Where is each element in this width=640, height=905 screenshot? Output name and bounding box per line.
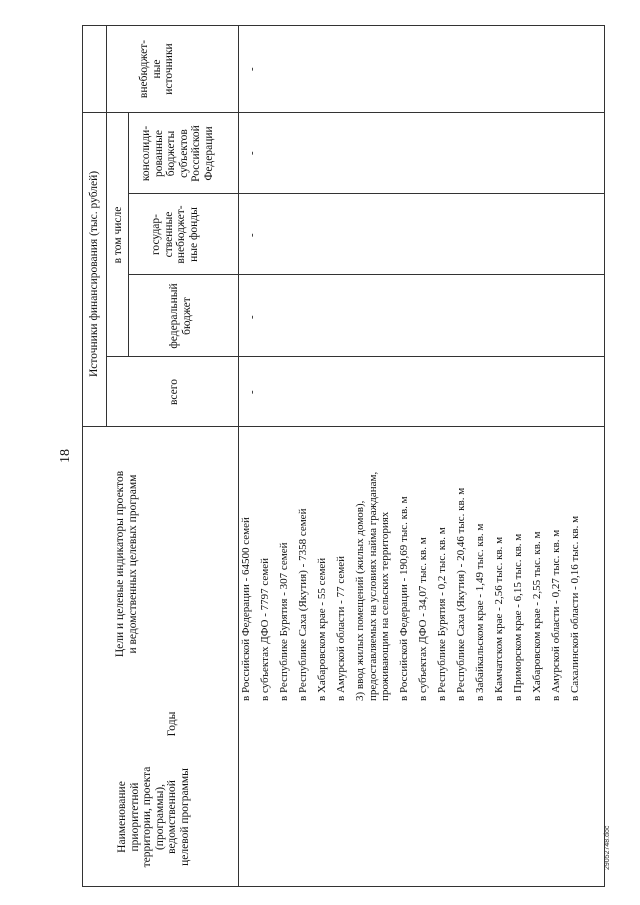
indicator-item: в Амурской области - 0,27 тыс. кв. м [550, 529, 562, 701]
years-header: Годы [166, 711, 178, 737]
indicator-item: в Сахалинской области - 0,16 тыс. кв. м [569, 515, 581, 701]
indicator-item: в Республике Бурятия - 0,2 тыс. кв. м [436, 527, 448, 701]
indicator-item: в субъектах ДФО - 7797 семей [259, 557, 271, 701]
consolidated-budgets-header: консолиди- рованные бюджеты субъектов Российской Федерации [140, 125, 215, 182]
indicator-item: в Хабаровском крае - 2,55 тыс. кв. м [531, 531, 543, 701]
indicator-item: в субъектах ДФО - 34,07 тыс. кв. м [417, 537, 429, 701]
footer-filename: 29052748.doc [604, 825, 611, 870]
table-bottom-border [604, 25, 605, 887]
indicator-item: в Забайкальском крае - 1,49 тыс. кв. м [474, 523, 486, 701]
table-top-border [82, 25, 83, 887]
funding-header: Источники финансирования (тыс. рублей) [88, 170, 100, 377]
page-number: 18 [58, 449, 73, 463]
consolidated-value: - [246, 151, 258, 155]
total-value: - [246, 390, 258, 394]
funding-rule [106, 25, 107, 427]
indicator-item: в Российской Федерации - 64500 семей [240, 517, 252, 701]
indicator-item: в Российской Федерации - 190,69 тыс. кв. м [398, 496, 410, 701]
indicator-item: в Хабаровском крае - 55 семей [316, 557, 328, 701]
indicator-item: в Амурской области - 77 семей [335, 556, 347, 701]
indicator-list [240, 401, 588, 701]
indicator-item: в Республике Саха (Якутия) - 20,46 тыс. кв. м [455, 487, 467, 701]
indicator-item: в Приморском крае - 6,15 тыс. кв. м [512, 533, 524, 701]
indicator-item: в Республике Саха (Якутия) - 7358 семей [297, 508, 309, 701]
indicator-item: 3) ввод жилых помещений (жилых домов), предоставляемых на условиях найма гражданам, проживающим на сельских территориях [354, 471, 391, 701]
state-funds-value: - [246, 233, 258, 237]
federal-value: - [246, 315, 258, 319]
program-name-header: Наименование приоритетной территории, проекта (программы), ведомственной целевой программы [116, 766, 191, 868]
extrabudget-header: внебюджет- ные источники [138, 39, 175, 99]
state-funds-header: государ- ственные внебюджет- ные фонды [150, 205, 200, 264]
extrabudget-value: - [246, 67, 258, 71]
indicator-item: в Республике Бурятия - 307 семей [278, 542, 290, 701]
federal-budget-header: федеральный бюджет [168, 283, 193, 349]
header-bottom-rule [238, 25, 239, 887]
including-rule [128, 113, 129, 357]
goals-header: Цели и целевые индикаторы проектов и ведомственных целевых программ [114, 470, 139, 658]
rotated-table-page [50, 25, 605, 887]
indicator-item: в Камчатском крае - 2,56 тыс. кв. м [493, 536, 505, 701]
including-header: в том числе [112, 206, 124, 264]
total-header: всего [168, 379, 180, 405]
